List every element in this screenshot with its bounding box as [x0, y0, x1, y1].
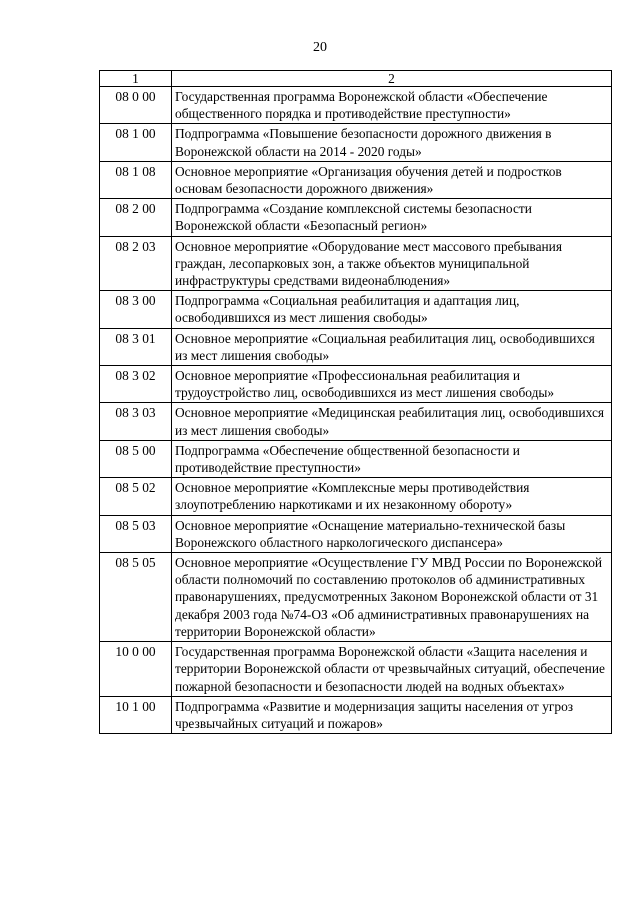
program-code-cell: 08 3 02 [100, 366, 172, 403]
program-code-cell: 08 5 02 [100, 478, 172, 515]
program-name-cell: Подпрограмма «Повышение безопасности дорожного движения в Воронежской области на 2014 - 2020 годы» [172, 124, 612, 161]
table-row [100, 366, 612, 403]
table-row [100, 87, 612, 124]
table-row [100, 403, 612, 440]
table-row [100, 328, 612, 365]
program-name-cell: Основное мероприятие «Медицинская реабилитация лиц, освободившихся из мест лишения свободы» [172, 403, 612, 440]
table-row [100, 161, 612, 198]
program-code-cell: 08 3 03 [100, 403, 172, 440]
program-name-cell: Основное мероприятие «Оборудование мест массового пребывания граждан, лесопарковых зон, а также объектов муниципальной инфраструктуры средствами видеонаблюдения» [172, 236, 612, 291]
program-name-cell: Основное мероприятие «Социальная реабилитация лиц, освободившихся из мест лишения свободы» [172, 328, 612, 365]
program-code-cell: 08 3 01 [100, 328, 172, 365]
program-name-cell: Подпрограмма «Социальная реабилитация и адаптация лиц, освободившихся из мест лишения свободы» [172, 291, 612, 328]
column-header-1: 1 [100, 71, 172, 87]
table-row [100, 696, 612, 733]
table-header-row [100, 71, 612, 87]
column-header-2: 2 [172, 71, 612, 87]
program-code-cell: 08 5 03 [100, 515, 172, 552]
table-row [100, 236, 612, 291]
table-row [100, 124, 612, 161]
budget-classification-table [99, 70, 612, 734]
program-name-cell: Основное мероприятие «Комплексные меры противодействия злоупотреблению наркотиками и их незаконному обороту» [172, 478, 612, 515]
table-row [100, 478, 612, 515]
page-number: 20 [313, 40, 327, 55]
program-name-cell: Основное мероприятие «Профессиональная реабилитация и трудоустройство лиц, освободившихся из мест лишения свободы» [172, 366, 612, 403]
program-code-cell: 08 5 00 [100, 440, 172, 477]
table-row [100, 553, 612, 642]
program-name-cell: Подпрограмма «Развитие и модернизация защиты населения от угроз чрезвычайных ситуаций и пожаров» [172, 696, 612, 733]
program-name-cell: Государственная программа Воронежской области «Обеспечение общественного порядка и противодействие преступности» [172, 87, 612, 124]
table-row [100, 440, 612, 477]
table-row [100, 642, 612, 697]
program-name-cell: Основное мероприятие «Организация обучения детей и подростков основам безопасности дорожного движения» [172, 161, 612, 198]
program-code-cell: 08 0 00 [100, 87, 172, 124]
program-code-cell: 08 3 00 [100, 291, 172, 328]
program-name-cell: Государственная программа Воронежской области «Защита населения и территории Воронежской области от чрезвычайных ситуаций, обеспечение пожарной безопасности и безопасности людей на водных объектах» [172, 642, 612, 697]
program-code-cell: 10 0 00 [100, 642, 172, 697]
program-code-cell: 10 1 00 [100, 696, 172, 733]
table-row [100, 515, 612, 552]
program-code-cell: 08 1 00 [100, 124, 172, 161]
program-code-cell: 08 2 00 [100, 199, 172, 236]
program-code-cell: 08 5 05 [100, 553, 172, 642]
program-name-cell: Основное мероприятие «Оснащение материально-технической базы Воронежского областного наркологического диспансера» [172, 515, 612, 552]
program-code-cell: 08 1 08 [100, 161, 172, 198]
table-row [100, 291, 612, 328]
program-code-cell: 08 2 03 [100, 236, 172, 291]
program-name-cell: Подпрограмма «Обеспечение общественной безопасности и противодействие преступности» [172, 440, 612, 477]
program-name-cell: Подпрограмма «Создание комплексной системы безопасности Воронежской области «Безопасный регион» [172, 199, 612, 236]
program-name-cell: Основное мероприятие «Осуществление ГУ МВД России по Воронежской области полномочий по составлению протоколов об административных правонарушениях, предусмотренных Законом Воронежской области от 31 декабря 2003 года №74-ОЗ «Об административных правонарушениях на территории Воронежской области» [172, 553, 612, 642]
table-row [100, 199, 612, 236]
